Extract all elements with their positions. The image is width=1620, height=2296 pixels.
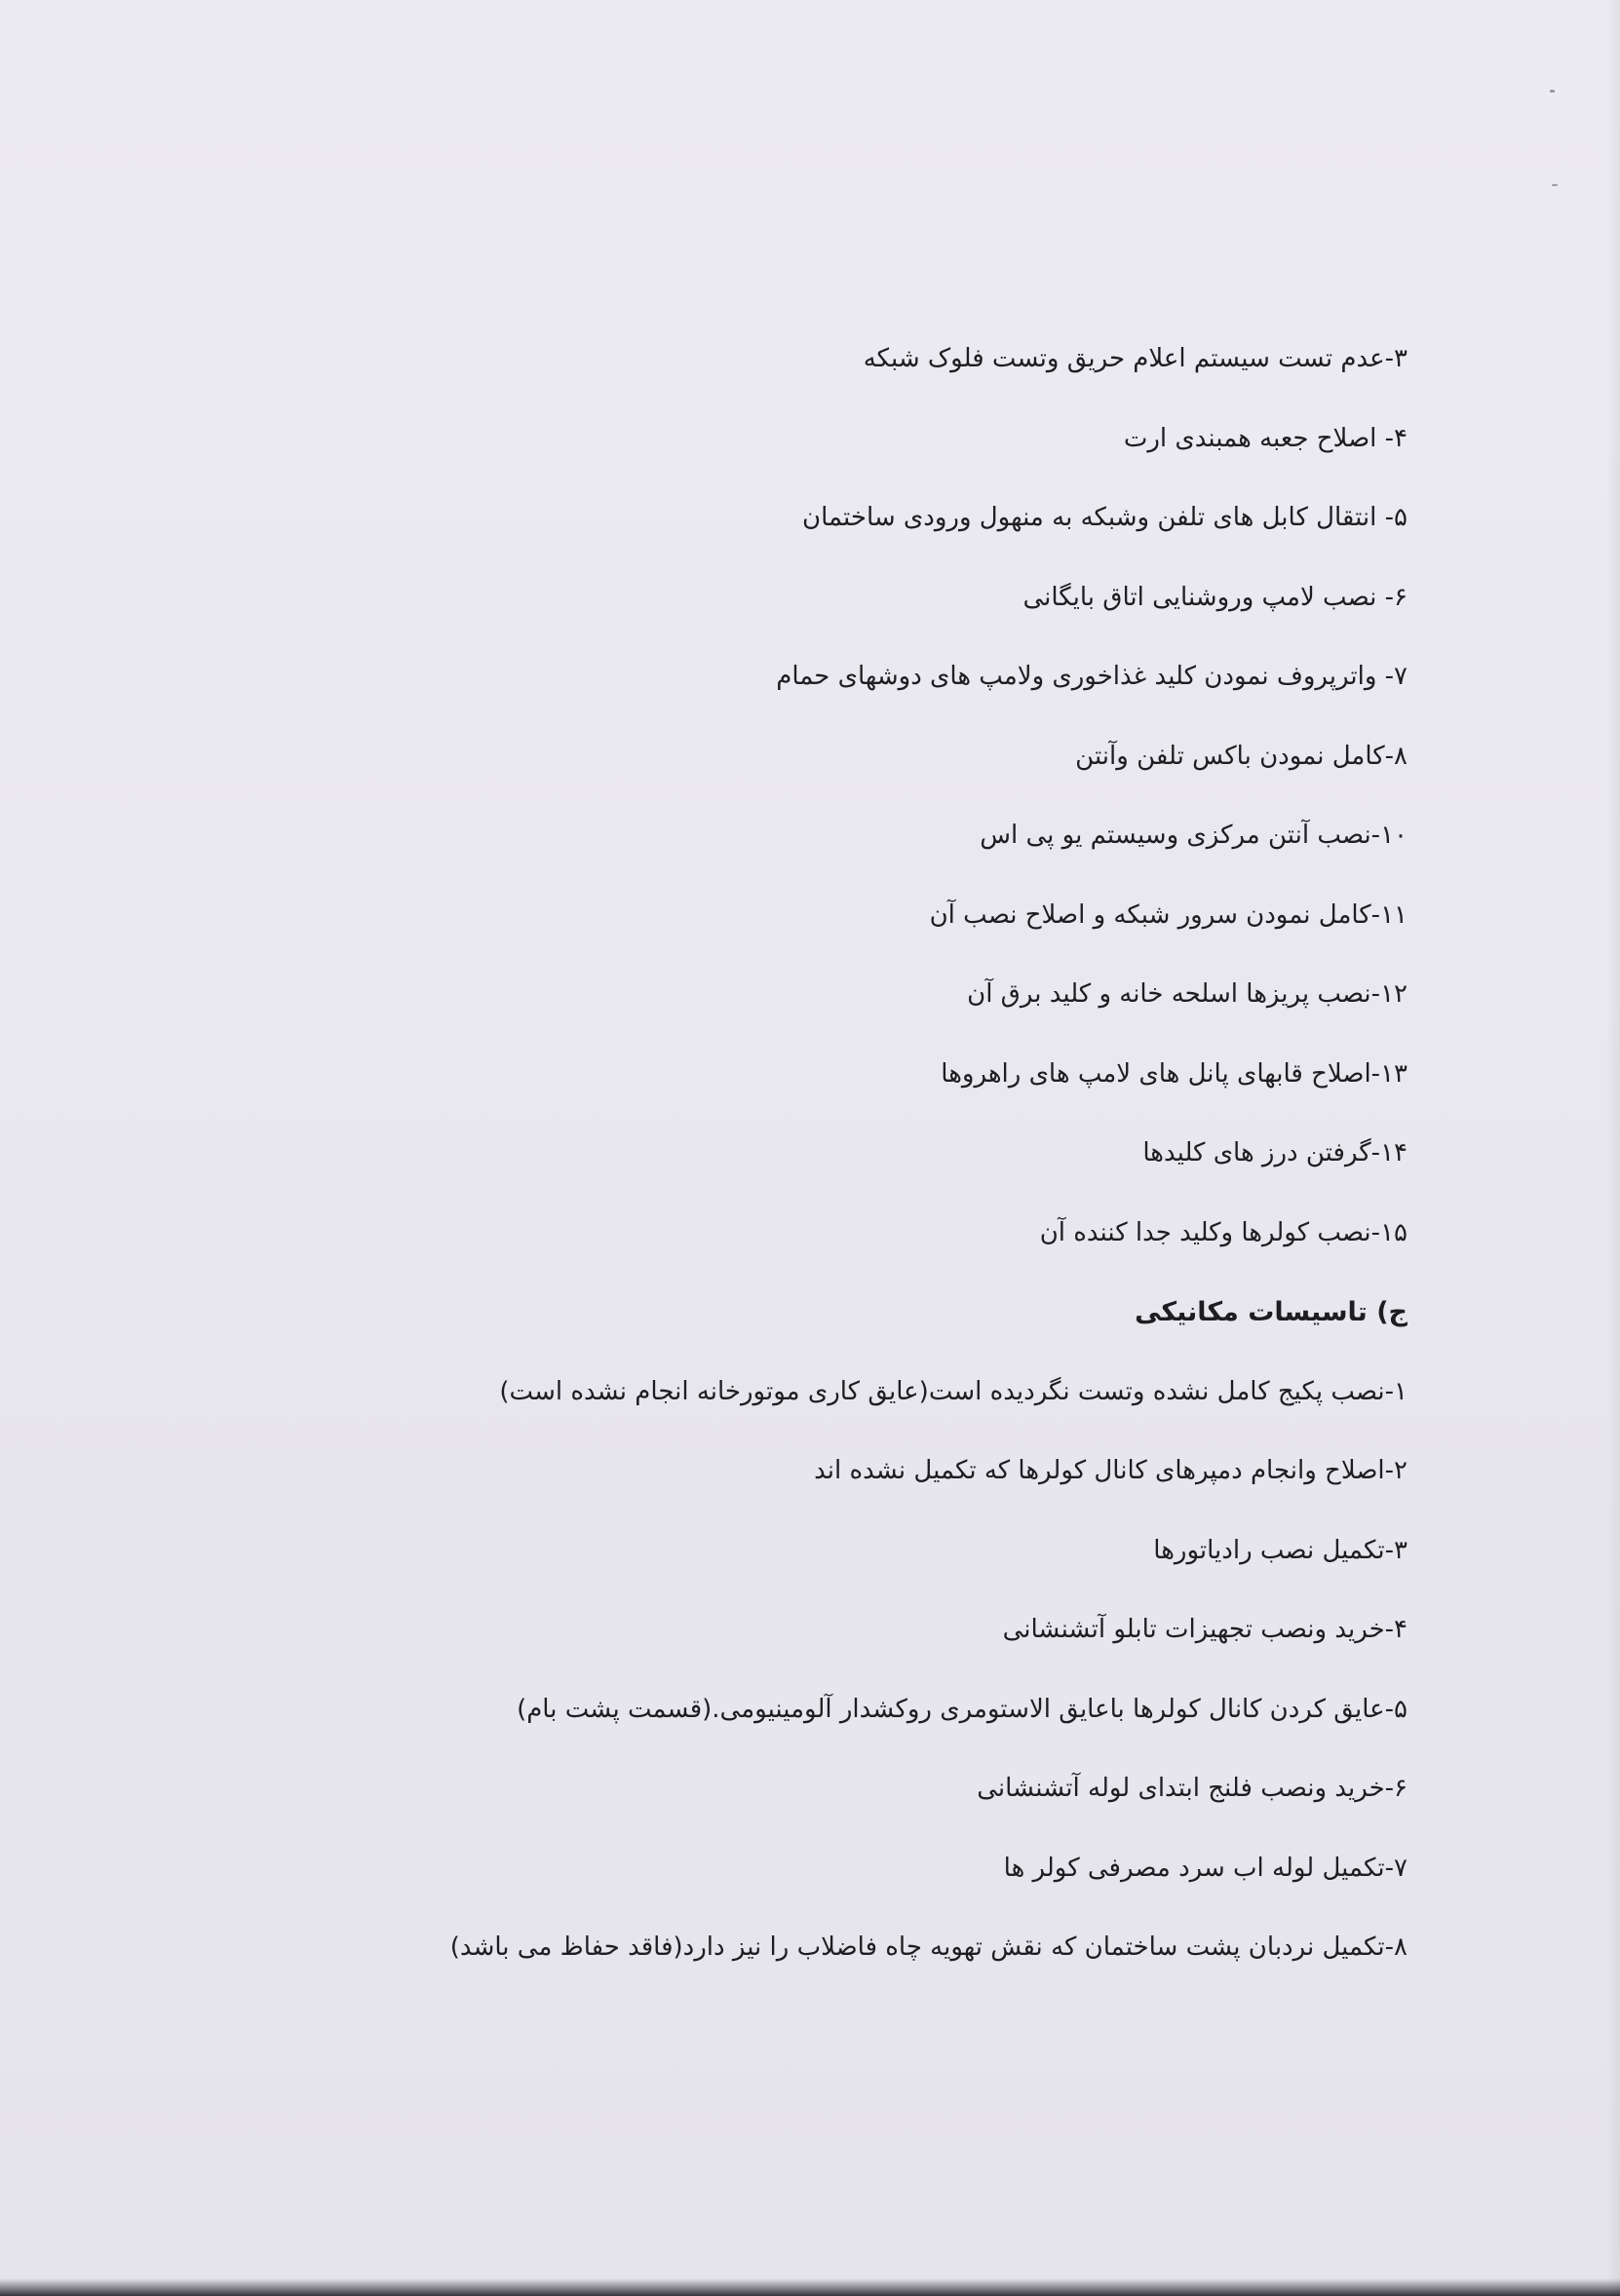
list-item: ۲-اصلاح وانجام دمپرهای کانال کولرها که تکمیل نشده اند	[814, 1456, 1408, 1485]
list-item: ۱۰-نصب آنتن مرکزی وسیستم یو پی اس	[980, 821, 1408, 850]
scan-shadow-right	[1606, 0, 1620, 2296]
list-item: ۸-تکمیل نردبان پشت ساختمان که نقش تهویه چاه فاضلاب را نیز دارد(فاقد حفاظ می باشد)	[449, 1932, 1408, 1962]
list-item: ۶-خرید ونصب فلنج ابتدای لوله آتشنشانی	[977, 1774, 1408, 1803]
list-item: ۱۳-اصلاح قابهای پانل های لامپ های راهروها	[941, 1058, 1408, 1089]
list-item: ۱۲-نصب پریزها اسلحه خانه و کلید برق آن	[967, 979, 1408, 1009]
list-item: ۱۱-کامل نمودن سرور شبکه و اصلاح نصب آن	[929, 899, 1408, 930]
list-item: ۴-خرید ونصب تجهیزات تابلو آتشنشانی	[1002, 1615, 1408, 1644]
document-body	[238, 320, 1408, 1988]
list-item: ۳-عدم تست سیستم اعلام حریق وتست فلوک شبکه	[863, 344, 1408, 373]
list-item: ۵- انتقال کابل های تلفن وشبکه به منهول ورودی ساختمان	[801, 503, 1408, 532]
list-item: ۸-کامل نمودن باکس تلفن وآنتن	[1075, 741, 1408, 771]
list-item: ۷- واترپروف نمودن کلید غذاخوری ولامپ های دوشهای حمام	[776, 662, 1408, 691]
list-item: ۵-عایق کردن کانال کولرها باعایق الاستومری روکشدار آلومینیومی.(قسمت پشت بام)	[517, 1694, 1408, 1724]
list-item: ۴- اصلاح جعبه همبندی ارت	[1123, 423, 1408, 453]
list-item: ۱۵-نصب کولرها وکلید جدا کننده آن	[1039, 1217, 1408, 1247]
scan-speck	[1550, 90, 1555, 93]
section-heading-mechanical: ج) تاسیسات مکانیکی	[1135, 1297, 1408, 1327]
list-item: ۱۴-گرفتن درز های کلیدها	[1142, 1138, 1408, 1167]
scan-speck	[1552, 184, 1558, 186]
list-item: ۶- نصب لامپ وروشنایی اتاق بایگانی	[1022, 582, 1408, 612]
list-item: ۱-نصب پکیج کامل نشده وتست نگردیده است(عایق کاری موتورخانه انجام نشده است)	[499, 1376, 1408, 1406]
list-item: ۷-تکمیل لوله اب سرد مصرفی کولر ها	[1003, 1853, 1408, 1883]
scan-shadow-bottom	[0, 2278, 1620, 2296]
list-item: ۳-تکمیل نصب رادیاتورها	[1153, 1535, 1408, 1565]
